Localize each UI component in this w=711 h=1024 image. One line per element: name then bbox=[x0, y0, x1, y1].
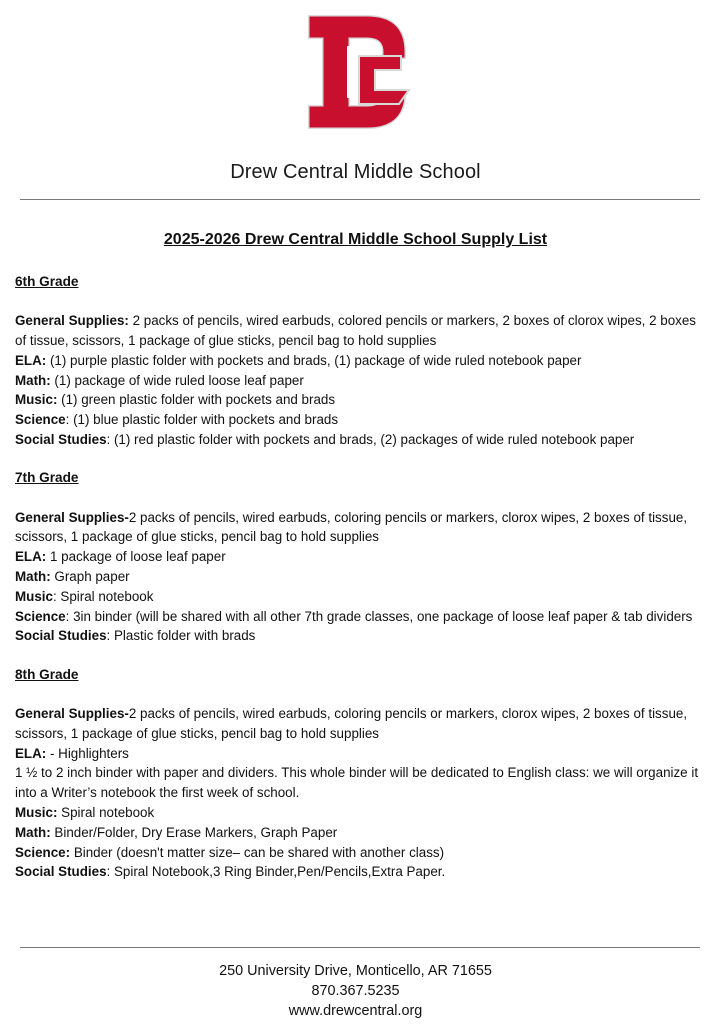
item-text: (1) package of wide ruled loose leaf paper bbox=[50, 372, 304, 388]
list-item bbox=[15, 567, 699, 587]
item-label: Science: bbox=[15, 844, 71, 860]
grade-section-7th bbox=[15, 468, 699, 646]
grade-heading: 8th Grade bbox=[15, 666, 79, 682]
list-item bbox=[15, 823, 699, 843]
list-item bbox=[15, 744, 699, 764]
item-text: : 3in binder (will be shared with all other 7th grade classes, one package of loose leaf paper & tab dividers bbox=[65, 608, 693, 624]
footer-website: www.drewcentral.org bbox=[288, 1003, 423, 1019]
item-text: : Plastic folder with brads bbox=[106, 628, 256, 644]
item-text: Binder/Folder, Dry Erase Markers, Graph Paper bbox=[50, 824, 338, 840]
item-text: (1) purple plastic folder with pockets and brads, (1) package of wide ruled notebook paper bbox=[46, 352, 582, 368]
grade-heading: 6th Grade bbox=[15, 274, 79, 289]
footer-divider bbox=[20, 947, 700, 948]
list-item bbox=[15, 803, 699, 823]
item-text: 2 packs of pencils, wired earbuds, coloring pencils or markers, clorox wipes, 2 boxes of tissue, scissors, 1 package of glue sticks, pencil bag to hold supplies bbox=[15, 509, 688, 545]
list-item bbox=[15, 410, 699, 430]
list-item bbox=[15, 371, 699, 391]
list-item bbox=[15, 704, 699, 744]
item-text: 2 packs of pencils, wired earbuds, coloring pencils or markers, clorox wipes, 2 boxes of tissue, scissors, 1 package of glue sticks, pencil bag to hold supplies bbox=[15, 706, 688, 741]
item-label: ELA: bbox=[15, 352, 47, 368]
item-label: Science bbox=[15, 608, 66, 624]
item-label: Music: bbox=[15, 392, 58, 408]
list-item bbox=[15, 626, 699, 646]
supply-list bbox=[15, 272, 699, 882]
item-text: : Spiral notebook bbox=[52, 588, 154, 604]
footer-phone: 870.367.5235 bbox=[311, 983, 400, 999]
list-item bbox=[15, 508, 699, 548]
list-item bbox=[15, 843, 699, 863]
document-title: 2025-2026 Drew Central Middle School Supply List bbox=[163, 231, 548, 248]
school-logo bbox=[303, 12, 419, 132]
item-text: 2 packs of pencils, wired earbuds, colored pencils or markers, 2 boxes of clorox wipes, 2 boxes of tissue, scissors, 1 package of glue sticks, pencil bag to hold supplies bbox=[15, 313, 696, 349]
item-label: General Supplies- bbox=[15, 706, 129, 722]
item-text: 1 ½ to 2 inch binder with paper and dividers. This whole binder will be dedicated to English class: we will organize it into a Writer’s notebook the first week of school. bbox=[15, 765, 699, 801]
list-item bbox=[15, 547, 699, 567]
list-item bbox=[15, 607, 699, 627]
item-label: Social Studies bbox=[15, 628, 107, 644]
item-text: - Highlighters bbox=[46, 745, 129, 761]
grade-section-8th bbox=[15, 665, 699, 882]
item-label: Music bbox=[15, 588, 53, 604]
item-label: Social Studies bbox=[15, 432, 107, 448]
item-label: Science bbox=[15, 412, 66, 428]
footer bbox=[0, 961, 711, 1021]
grade-section-6th bbox=[15, 272, 699, 450]
item-label: General Supplies- bbox=[15, 509, 129, 525]
footer-address: 250 University Drive, Monticello, AR 71655 bbox=[219, 963, 492, 979]
list-item bbox=[15, 351, 699, 371]
list-item bbox=[15, 862, 699, 882]
item-text: 1 package of loose leaf paper bbox=[46, 549, 226, 565]
list-item bbox=[15, 390, 699, 410]
school-name: Drew Central Middle School bbox=[230, 161, 481, 183]
item-text: : Spiral Notebook,3 Ring Binder,Pen/Pencils,Extra Paper. bbox=[106, 864, 446, 880]
list-item bbox=[15, 587, 699, 607]
grade-heading: 7th Grade bbox=[15, 470, 79, 486]
item-text: : (1) blue plastic folder with pockets and brads bbox=[65, 412, 339, 428]
list-item bbox=[15, 311, 699, 351]
item-text: (1) green plastic folder with pockets and brads bbox=[57, 392, 336, 408]
list-item bbox=[15, 430, 699, 450]
item-text: : (1) red plastic folder with pockets and brads, (2) packages of wide ruled notebook paper bbox=[106, 432, 635, 448]
item-label: Math: bbox=[15, 569, 51, 585]
header-divider bbox=[20, 199, 700, 200]
list-item bbox=[15, 763, 699, 803]
item-text: Binder (doesn't matter size– can be shared with another class) bbox=[70, 844, 445, 860]
item-label: Music: bbox=[15, 805, 58, 821]
item-label: Math: bbox=[15, 824, 51, 840]
item-text: Graph paper bbox=[50, 569, 130, 585]
item-label: General Supplies: bbox=[15, 313, 129, 329]
item-label: ELA: bbox=[15, 745, 47, 761]
item-label: ELA: bbox=[15, 549, 47, 565]
item-label: Math: bbox=[15, 372, 51, 388]
item-text: Spiral notebook bbox=[57, 805, 155, 821]
item-label: Social Studies bbox=[15, 864, 107, 880]
